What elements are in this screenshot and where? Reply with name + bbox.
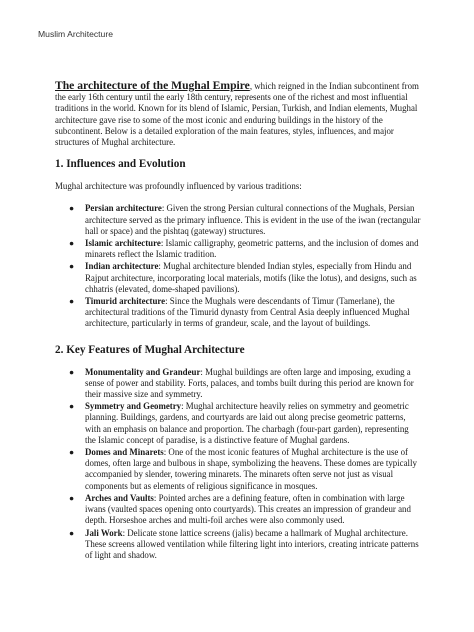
bullet-icon: ● [69,527,75,538]
list-item-text: : Pointed arches are a defining feature, often in combination with large iwans (vaulted spaces opening onto courtyards). This creates an impression of grandeur and depth. Horseshoe arches and multi-foil arches were also commonly used. [85,492,411,526]
list-item-term: Indian architecture [85,261,159,272]
section-heading-features: 2. Key Features of Mughal Architecture [55,343,245,356]
bullet-icon: ● [69,296,75,307]
list-item-text: : Islamic calligraphy, geometric patterns, and the inclusion of domes and minarets reflect the Islamic tradition. [85,238,419,260]
intro-paragraph [55,80,421,148]
list-item [69,238,421,260]
document-title: The architecture of the Mughal Empire [55,79,250,92]
list-item-text: : Mughal architecture blended Indian styles, especially from Hindu and Rajput architecture, incorporating local materials, motifs (like the lotus), and designs, such as chhatris (elevated, dome-shaped pavilions). [85,261,417,294]
features-list [55,367,421,561]
page-header: Muslim Architecture [38,29,113,39]
section-lead: Mughal architecture was profoundly influenced by various traditions: [55,181,302,192]
bullet-icon: ● [69,261,75,272]
list-item-text: : Given the strong Persian cultural connections of the Mughals, Persian architecture served as the primary influence. This is evident in the use of the iwan (rectangular hall or space) and the pishtaq (gateway) structures. [85,203,421,236]
list-item [69,401,421,446]
list-item-text: : Delicate stone lattice screens (jalis) became a hallmark of Mughal architecture. These screens allowed ventilation while filtering light into interiors, creating intricate patterns of light and shadow. [85,527,419,560]
list-item-term: Arches and Vaults [85,492,154,503]
list-item-term: Domes and Minarets [85,447,164,458]
list-item-text: : Mughal architecture heavily relies on symmetry and geometric planning. Buildings, gardens, and courtyards are laid out along precise geometric patterns, with an emphasis on balance and proportion. The charbagh (four-part garden), representing the Islamic concept of paradise, is a distinctive feature of Mughal gardens. [85,401,409,445]
bullet-icon: ● [69,447,75,458]
bullet-icon: ● [69,203,75,214]
list-item-term: Jali Work [85,527,123,538]
list-item-text: : One of the most iconic features of Mughal architecture is the use of domes, often large and bulbous in shape, symbolizing the heavens. These domes are typically accompanied by slender, towering minarets. The minarets often serve not just as visual components but as elements of religious significance in mosques. [85,447,417,491]
list-item [69,296,421,330]
bullet-icon: ● [69,366,75,377]
bullet-icon: ● [69,401,75,412]
list-item-term: Islamic architecture [85,238,161,249]
list-item [69,527,421,562]
list-item-term: Symmetry and Geometry [85,401,182,412]
list-item-term: Persian architecture [85,203,162,214]
list-item [69,203,421,237]
list-item [69,261,421,295]
list-item [69,492,421,527]
bullet-icon: ● [69,238,75,249]
list-item-term: Monumentality and Grandeur [85,366,201,377]
section-heading-influences: 1. Influences and Evolution [55,158,186,171]
list-item [69,447,421,492]
document-body [55,80,421,562]
list-item-text: : Since the Mughals were descendants of Timur (Tamerlane), the architectural traditions of the Timurid dynasty from Central Asia deeply influenced Mughal architecture, particularly in terms of grandeur, scale, and the layout of buildings. [85,296,410,329]
intro-text: , which reigned in the Indian subcontinent from the early 16th century until the early 18th century, represents one of the richest and most influential traditions in the world. Known for its blend of Islamic, Persian, Turkish, and Indian elements, Mughal architecture gave rise to some of the most iconic and enduring buildings in the history of the subcontinent. Below is a detailed exploration of the main features, styles, influences, and major structures of Mughal architecture. [55,81,419,148]
list-item-text: : Mughal buildings are often large and imposing, exuding a sense of power and stability. Forts, palaces, and tombs built during this period are known for their massive size and symmetry. [85,366,414,400]
bullet-icon: ● [69,492,75,503]
list-item [69,366,421,401]
list-item-term: Timurid architecture [85,296,166,307]
influences-list [55,203,421,329]
